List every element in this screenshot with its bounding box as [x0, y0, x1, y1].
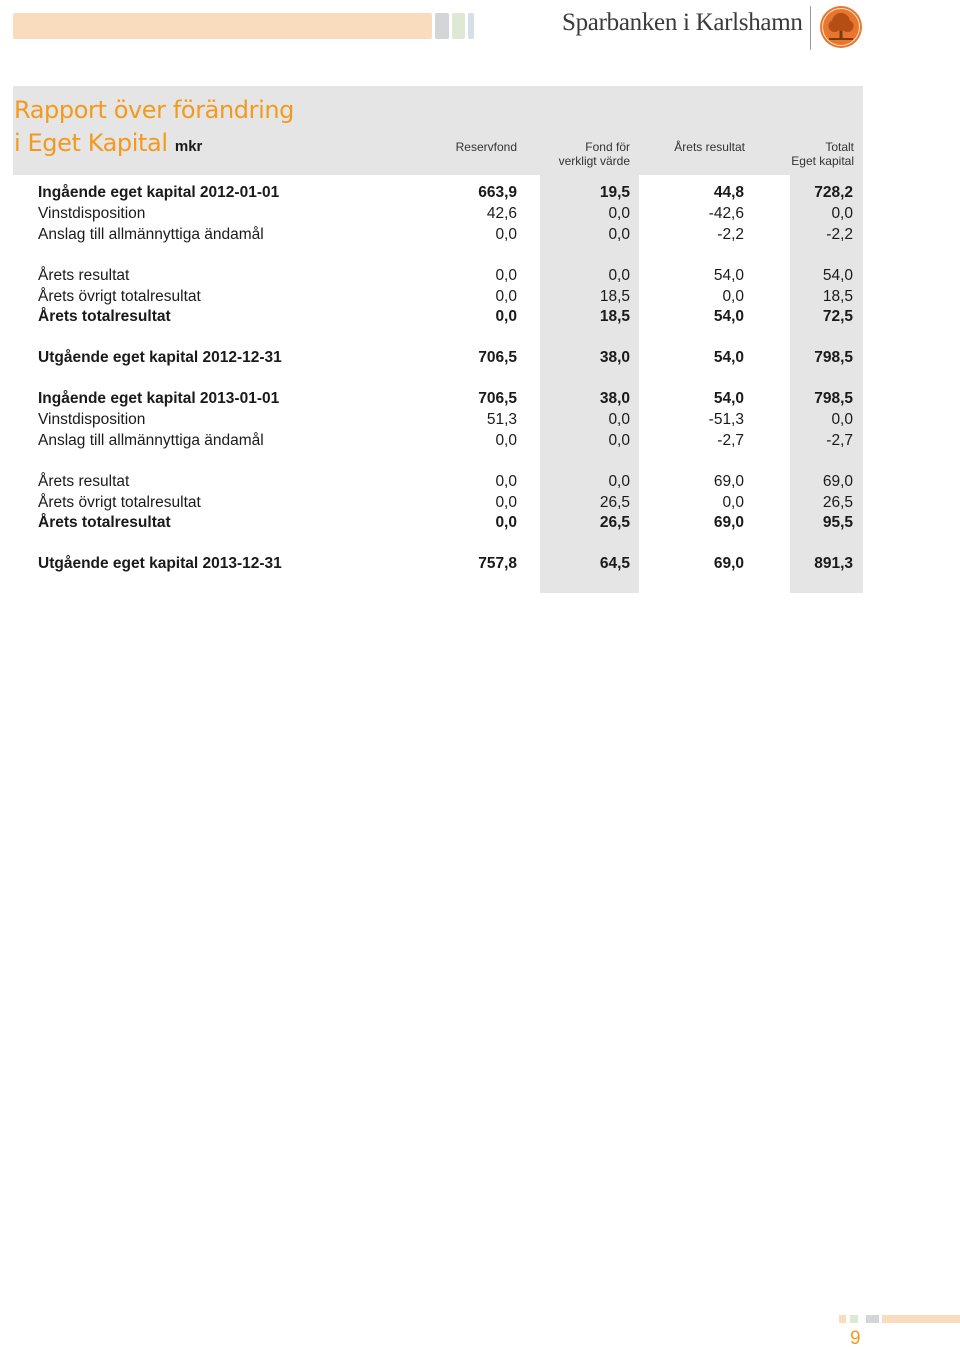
table-row [38, 389, 854, 409]
report-title [14, 94, 294, 163]
cell-arets-resultat: 69,0 [713, 555, 744, 572]
column-header-arets-resultat [674, 140, 745, 154]
brand-name: Sparbanken i Karlshamn [562, 9, 803, 36]
cell-fond: 0,0 [608, 267, 630, 284]
column-header-fond-line1: Fond för [585, 140, 630, 154]
cell-totalt: 69,0 [822, 473, 853, 490]
row-label: Ingående eget kapital 2012-01-01 [38, 184, 280, 201]
cell-arets-resultat: 0,0 [722, 494, 744, 511]
report-title-line2 [14, 127, 294, 163]
cell-fond: 0,0 [608, 432, 630, 449]
cell-arets-resultat: -51,3 [708, 411, 744, 428]
cell-fond: 38,0 [599, 349, 630, 366]
header-decor-bar [13, 13, 432, 39]
row-label: Årets totalresultat [38, 514, 171, 531]
cell-reservfond: 663,9 [478, 184, 517, 201]
cell-reservfond: 0,0 [495, 494, 517, 511]
cell-arets-resultat: 54,0 [713, 349, 744, 366]
cell-totalt: -2,2 [826, 226, 853, 243]
cell-fond: 0,0 [608, 205, 630, 222]
cell-reservfond: 42,6 [486, 205, 517, 222]
table-row [38, 204, 854, 224]
table-row [38, 410, 854, 430]
cell-fond: 0,0 [608, 226, 630, 243]
tree-emblem-icon [818, 4, 864, 50]
brand-divider [810, 6, 811, 50]
column-header-totalt-line2: Eget kapital [791, 154, 854, 168]
cell-totalt: 72,5 [822, 308, 853, 325]
cell-fond: 19,5 [599, 184, 630, 201]
footer-decor-square [866, 1315, 879, 1323]
cell-fond: 0,0 [608, 411, 630, 428]
cell-reservfond: 0,0 [495, 226, 517, 243]
table-row [38, 554, 854, 574]
table-row [38, 225, 854, 245]
row-label: Utgående eget kapital 2013-12-31 [38, 555, 282, 572]
row-label: Utgående eget kapital 2012-12-31 [38, 349, 282, 366]
cell-arets-resultat: -2,7 [717, 432, 744, 449]
table-row [38, 183, 854, 203]
cell-fond: 26,5 [599, 494, 630, 511]
row-label: Vinstdisposition [38, 205, 146, 222]
table-row [38, 307, 854, 327]
table-row [38, 493, 854, 513]
cell-totalt: 728,2 [814, 184, 853, 201]
cell-reservfond: 51,3 [486, 411, 517, 428]
cell-fond: 18,5 [599, 288, 630, 305]
cell-reservfond: 0,0 [495, 288, 517, 305]
row-label: Årets resultat [38, 267, 130, 284]
table-row [38, 513, 854, 533]
cell-reservfond: 0,0 [495, 432, 517, 449]
cell-totalt: 18,5 [822, 288, 853, 305]
cell-reservfond: 757,8 [478, 555, 517, 572]
row-label: Ingående eget kapital 2013-01-01 [38, 390, 280, 407]
cell-arets-resultat: -42,6 [708, 205, 744, 222]
table-row [38, 472, 854, 492]
cell-totalt: 54,0 [822, 267, 853, 284]
column-header-totalt [791, 140, 854, 168]
table-row [38, 266, 854, 286]
report-title-line1: Rapport över förändring [14, 96, 294, 124]
cell-arets-resultat: 44,8 [713, 184, 744, 201]
cell-fond: 26,5 [599, 514, 630, 531]
column-header-arets-resultat-text: Årets resultat [674, 140, 745, 154]
cell-arets-resultat: 54,0 [713, 267, 744, 284]
row-label: Anslag till allmännyttiga ändamål [38, 226, 264, 243]
cell-arets-resultat: 0,0 [722, 288, 744, 305]
cell-arets-resultat: 69,0 [713, 514, 744, 531]
table-row [38, 348, 854, 368]
column-header-reservfond-text: Reservfond [455, 140, 517, 154]
cell-arets-resultat: -2,2 [717, 226, 744, 243]
cell-reservfond: 0,0 [495, 514, 517, 531]
row-label: Årets övrigt totalresultat [38, 288, 201, 305]
row-label: Årets totalresultat [38, 308, 171, 325]
report-title-line2-text: i Eget Kapital [14, 129, 168, 157]
cell-totalt: 798,5 [814, 390, 853, 407]
column-header-fond [559, 140, 630, 168]
table-row [38, 287, 854, 307]
cell-fond: 0,0 [608, 473, 630, 490]
cell-fond: 38,0 [599, 390, 630, 407]
header-decor-square-blue [468, 13, 474, 39]
cell-reservfond: 706,5 [478, 390, 517, 407]
column-header-fond-line2: verkligt värde [558, 154, 630, 168]
page-number: 9 [850, 1328, 861, 1349]
footer-decor-square [850, 1315, 858, 1323]
row-label: Årets övrigt totalresultat [38, 494, 201, 511]
row-label: Årets resultat [38, 473, 130, 490]
cell-totalt: 95,5 [822, 514, 853, 531]
column-header-reservfond [456, 140, 517, 154]
cell-totalt: -2,7 [826, 432, 853, 449]
cell-arets-resultat: 54,0 [713, 308, 744, 325]
cell-fond: 64,5 [599, 555, 630, 572]
footer-decor-square [839, 1315, 846, 1323]
cell-reservfond: 706,5 [478, 349, 517, 366]
table-row [38, 431, 854, 451]
cell-reservfond: 0,0 [495, 308, 517, 325]
equity-report-panel [13, 86, 863, 593]
cell-totalt: 0,0 [831, 411, 853, 428]
column-header-totalt-line1: Totalt [825, 140, 854, 154]
footer-decor-bar [882, 1315, 960, 1323]
cell-fond: 18,5 [599, 308, 630, 325]
cell-totalt: 0,0 [831, 205, 853, 222]
header-decor-square-gray [435, 13, 449, 39]
report-unit: mkr [174, 138, 203, 155]
row-label: Anslag till allmännyttiga ändamål [38, 432, 264, 449]
cell-reservfond: 0,0 [495, 473, 517, 490]
header-decor-square-green [452, 13, 465, 39]
cell-arets-resultat: 54,0 [713, 390, 744, 407]
cell-arets-resultat: 69,0 [713, 473, 744, 490]
row-label: Vinstdisposition [38, 411, 146, 428]
cell-totalt: 26,5 [822, 494, 853, 511]
cell-totalt: 798,5 [814, 349, 853, 366]
cell-totalt: 891,3 [814, 555, 853, 572]
cell-reservfond: 0,0 [495, 267, 517, 284]
